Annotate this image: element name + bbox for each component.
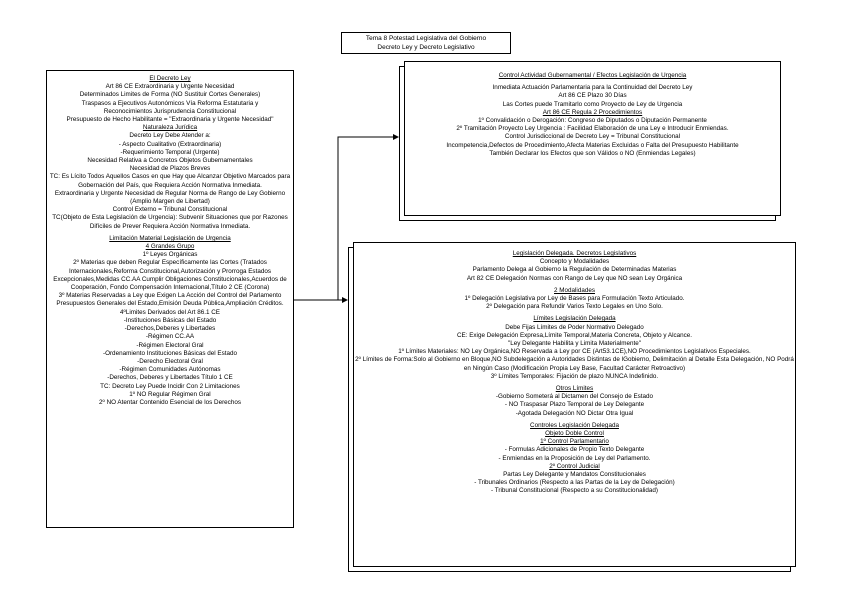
text-line: Necesidad de Plazos Breves xyxy=(129,165,211,173)
decreto-ley-heading: El Decreto Ley xyxy=(149,75,191,82)
text-line: - NO Traspasar Plazo Temporal de Ley Delegante xyxy=(504,401,645,409)
text-line: 2º Delegación para Refundir Varios Texto Legales en Uno Solo. xyxy=(486,303,663,311)
text-line: Control Externo = Tribunal Constitucional xyxy=(112,206,228,214)
control-parlamentario-heading: 1º Control Parlamentario xyxy=(540,438,609,446)
text-line: 4ºLimites Derivados del Art 86.1 CE xyxy=(120,308,220,316)
text-paragraph: 3º Materias Reservadas a Ley que Exigen La Acción del Control del Parlamento xyxy=(58,292,282,300)
controles-heading: Controles Legislación Delegada xyxy=(530,421,619,429)
text-line: Las Cortes puede Tramitarlo como Proyecto de Ley de Urgencia xyxy=(502,100,683,108)
text-line: -Derechos,Deberes y Libertades xyxy=(124,325,216,333)
text-line: -Instituciones Básicas del Estado xyxy=(123,316,217,324)
text-line: - Enmiendas en la Proposición de Ley del Parlamento. xyxy=(498,454,651,462)
text-line: Presupuesto de Hecho Habilitante = "Extraordinaria y Urgente Necesidad" xyxy=(66,116,274,124)
text-line: - Tribunal Constitucional (Respecto a su Constitucionalidad) xyxy=(491,487,658,495)
text-paragraph: TC: Es Lícito Todos Aquellos Casos en que Hay que Alcanzar Objetivo Marcados para Gobernación del País, que Requiera Acción Normativa Inmediata. xyxy=(49,173,291,189)
text-line: 1º Leyes Orgánicas xyxy=(142,251,198,259)
text-line: También Declarar los Efectos que son Válidos o NO (Enmiendas Legales) xyxy=(489,149,696,157)
text-line: Concepto y Modalidades xyxy=(539,258,610,266)
text-line: -Régimen Comunidades Autónomas xyxy=(119,366,221,374)
text-line: Inmediata Actuación Parlamentaria para la Continuidad del Decreto Ley xyxy=(492,84,693,92)
text-line: 2º Tramitación Proyecto Ley Urgencia : Facilidad Elaboración de una Ley e Introducir Enmiendas. xyxy=(456,125,729,133)
text-line: -Derecho Electoral Gral xyxy=(137,357,203,365)
text-line: -Derechos, Deberes y Libertades Título 1 CE xyxy=(107,374,233,382)
text-line: -Requerimiento Temporal (Urgente) xyxy=(120,148,220,156)
otros-limites-heading: Otros Límites xyxy=(555,385,594,393)
limitacion-material-heading: Limitación Material Legislación de Urgencia xyxy=(109,234,231,242)
legislacion-delegada-heading: Legislación Delegada. Decretos Legislativos xyxy=(512,250,637,257)
text-line: CE: Exige Delegación Expresa,Límite Temporal,Materia Concreta, Objeto y Alcance. xyxy=(456,331,693,339)
modalidades-heading: 2 Modalidades xyxy=(554,286,595,294)
text-line: Art 86 CE Plazo 30 Días xyxy=(558,92,627,100)
limites-heading: Límites Legislación Delegada xyxy=(533,315,616,323)
text-line: - Aspecto Cualitativo (Extraordinaria) xyxy=(118,140,222,148)
text-line: Necesidad Relativa a Concretos Objetos Gubernamentales xyxy=(87,157,253,165)
legislacion-delegada-box xyxy=(353,242,796,567)
text-line: Determinados Limites de Forma (NO Sustituir Cortes Generales) xyxy=(79,91,261,99)
text-paragraph: 2º Materias que deben Regular Específicamente las Cortes (Tratados Internacionales,Reforma Constitucional,Autorización y Prorroga Estados Excepcionales,Medidas CC.AA Cumplir Obligaciones Constitucionales,Acuerdos de Cooperación, Fondo Compensación Internacional,Título 2 CE (Corona) xyxy=(53,259,287,292)
text-line: Reconocimientos Jurisprudencia Constitucional xyxy=(103,107,237,115)
text-line: 1º NO Regular Régimen Gral xyxy=(129,390,211,398)
text-paragraph: 2º Límites de Forma:Solo al Gobierno en Bloque,NO Subdelegación a Autoridades Distintas de lGobierno, Delimitación al Detalle Esta Delegación, NO Podrá en Ningún Caso (Modificación Propia Ley Base, Facultad Carácter Retroactivo) xyxy=(355,356,794,372)
text-line: Partas Ley Delegante y Mandatos Constitucionales xyxy=(503,471,646,479)
text-line: Parlamento Delega al Gobierno la Regulación de Determinadas Materias xyxy=(472,266,677,274)
text-line: TC: Decreto Ley Puede Incidir Con 2 Limitaciones xyxy=(100,382,240,390)
text-paragraph: Extraordinaria y Urgente Necesidad de Regular Norma de Rango de Ley Gobierno (Amplio Margen de Libertad) xyxy=(54,189,286,206)
text-line: Debe Fijas Límites de Poder Normativo Delegado xyxy=(505,323,644,331)
text-paragraph: TC(Objeto de Esta Legislación de Urgencia): Subvenir Situaciones que por Razones Difíciles de Prever Requiera Acción Normativa Inmediata. xyxy=(52,214,288,230)
text-line: 3º Límites Temporales: Fijación de plazo NUNCA Indefinido. xyxy=(490,372,659,380)
control-judicial-heading: 2º Control Judicial xyxy=(549,462,600,470)
control-actividad-heading: Control Actividad Gubernamental / Efectos Legislación de Urgencia xyxy=(498,72,687,79)
text-line: "Ley Delegante Habilita y Limita Materialmente" xyxy=(508,340,641,348)
text-line: - Tribunales Ordinarios (Respecto a las Partas de la Ley de Delegación) xyxy=(474,479,675,487)
text-line: -Ordenamiento Instituciones Básicas del Estado xyxy=(102,349,238,357)
title-line-1: Tema 8 Potestad Legislativa del Gobierno xyxy=(365,35,487,42)
procedimientos-heading: Art 86 CE Regula 2 Procedimientos xyxy=(542,108,643,116)
text-line: 2º NO Atentar Contenido Esencial de los Derechos xyxy=(99,398,241,406)
text-paragraph: Incompetencia,Defectos de Procedimiento,Afecta Materias Excluidas o Falta del Presupuesto Habilitante xyxy=(446,141,739,149)
text-line: Art 82 CE Delegación Normas con Rango de Ley que NO sean Ley Orgánica xyxy=(466,274,683,282)
doble-control-heading: Objeto Doble Control xyxy=(545,430,604,438)
text-line: -Gobierno Someterá al Dictamen del Consejo de Estado xyxy=(495,393,654,401)
text-line: - Formulas Adicionales de Propio Texto Delegante xyxy=(504,446,645,454)
text-line: 1º Convalidación o Derogación: Congreso de Diputados o Diputación Permanente xyxy=(478,117,707,125)
text-paragraph: Presupuestos Generales del Estado,Emisión Deuda Pública,Ampliación Créditos. xyxy=(56,300,284,308)
decreto-ley-box xyxy=(46,70,294,528)
text-line: Traspasos a Ejecutivos Autonómicos Vía Reforma Estatutaria y xyxy=(81,99,259,107)
text-paragraph: 1º Límites Materiales: NO Ley Orgánica,NO Reservada a Ley por CE (Art53.1CE),NO Procedimientos Legislativos Especiales. xyxy=(398,348,751,356)
text-line: -Régimen CC.AA xyxy=(145,333,195,341)
text-line: -Agotada Delegación NO Dictar Otra Igual xyxy=(515,409,634,417)
naturaleza-juridica-heading: Naturaleza Jurídica xyxy=(142,124,198,132)
text-line: Art 86 CE Extraordinaria y Urgente Necesidad xyxy=(105,83,235,91)
text-line: 1º Delegación Legislativa por Ley de Bases para Formulación Texto Articulado. xyxy=(464,295,685,303)
title-box xyxy=(341,32,511,54)
title-line-2: Decreto Ley y Decreto Legislativo xyxy=(377,43,475,51)
text-line: Decreto Ley Debe Atender a: xyxy=(129,132,211,140)
control-actividad-box xyxy=(404,61,781,216)
grandes-grupo-heading: 4 Grandes Grupo xyxy=(145,243,195,251)
text-line: -Régimen Electoral Gral xyxy=(136,341,204,349)
text-line: Control Jurisdiccional de Decreto Ley = Tribunal Constitucional xyxy=(504,133,681,141)
